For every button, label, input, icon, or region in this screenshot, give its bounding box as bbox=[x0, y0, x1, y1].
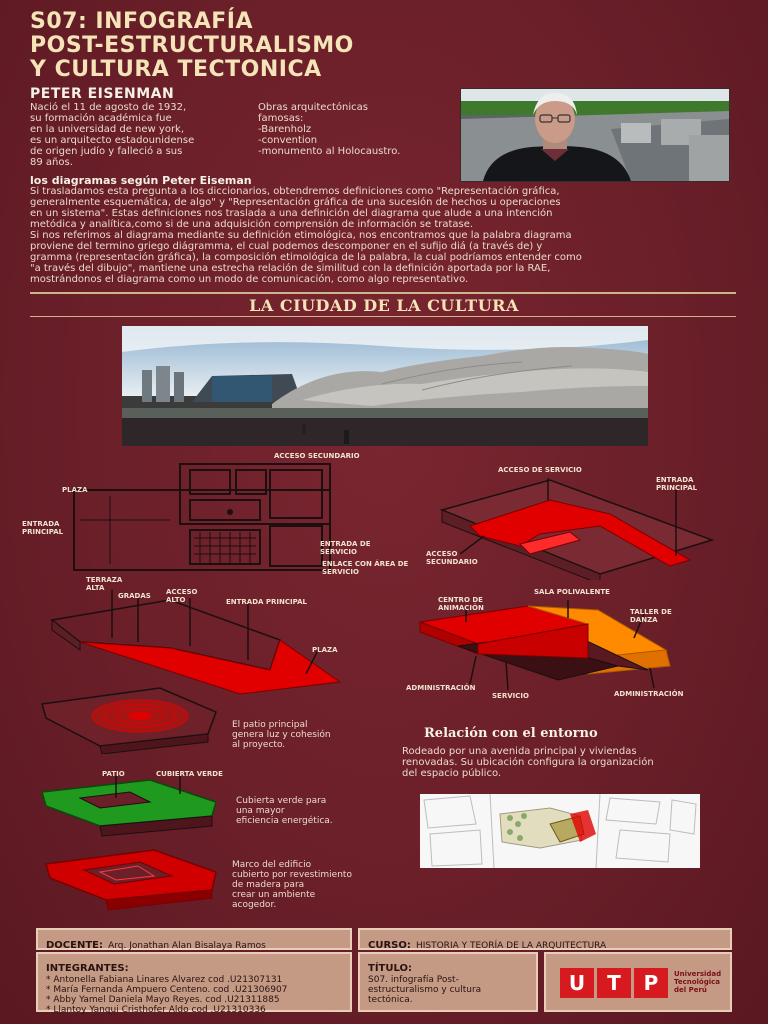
context-text: Rodeado por una avenida principal y viviendas renovadas. Su ubicación configura la organización del espacio público. bbox=[402, 746, 654, 779]
caption-marco: Marco del edificio cubierto por revestimiento de madera para crear un ambiente acogedor. bbox=[232, 860, 352, 910]
titulo-box: TÍTULO: S07. infografía Post- estructuralismo y cultura tectónica. bbox=[358, 952, 538, 1012]
label-sala-polivalente: SALA POLIVALENTE bbox=[534, 588, 610, 596]
diagrams-heading: los diagramas según Peter Eiseman bbox=[30, 174, 252, 187]
label-entrada-principal-2: ENTRADA PRINCIPAL bbox=[656, 476, 698, 492]
label-taller-danza: TALLER DE DANZA bbox=[630, 608, 672, 624]
label-acceso-alto: ACCESO ALTO bbox=[166, 588, 198, 604]
green-roof-diagram bbox=[40, 776, 220, 840]
utp-logo: U T P Universidad Tecnológica del Perú bbox=[544, 952, 732, 1012]
label-acceso-secundario-2: ACCESO SECUNDARIO bbox=[426, 550, 478, 566]
caption-cubierta: Cubierta verde para una mayor eficiencia energética. bbox=[236, 796, 333, 826]
divider-line bbox=[30, 292, 736, 294]
curso-box: CURSO: HISTORIA Y TEORÍA DE LA ARQUITECTURA bbox=[358, 928, 732, 950]
label-administracion-1: ADMINISTRACIÓN bbox=[406, 684, 476, 692]
frame-diagram bbox=[44, 848, 220, 912]
label-centro-animacion: CENTRO DE ANIMACIÓN bbox=[438, 596, 484, 612]
label-entrada-principal: ENTRADA PRINCIPAL bbox=[22, 520, 64, 536]
label-patio: PATIO bbox=[102, 770, 125, 778]
patio-diagram bbox=[40, 684, 220, 754]
label-plaza-2: PLAZA bbox=[312, 646, 338, 654]
diagrams-paragraph: Si trasladamos esta pregunta a los diccionarios, obtendremos definiciones como "Representación gráfica, generalmente esquemática, de algo" y "Representación gráfica de una sucesión de hechos u operaciones en un sistema". Estas definiciones nos traslada a una definición del diagrama que alude a una intención metódica y analítica,como si de una adquisición comprensión de información se tratase. Si nos referimos al diagrama mediante su definición etimológica, nos encontramos que la palabra diagrama proviene del termino griego diágramma, el cual podemos descomponer en el sufijo diá (a través de) y gramma (representación gráfica), la composición etimológica de la palabra, la cual podríamos entender como "a través del dibujo", mantiene una estrecha relación de similitud con la definición aportada por la RAE, mostrándonos el diagrama como un modo de comunicación, como algo representativo. bbox=[30, 186, 582, 285]
label-terraza-alta: TERRAZA ALTA bbox=[86, 576, 123, 592]
caption-patio: El patio principal genera luz y cohesión al proyecto. bbox=[232, 720, 331, 750]
label-enlace-servicio: ENLACE CON ÁREA DE SERVICIO bbox=[322, 560, 409, 576]
divider-line bbox=[30, 316, 736, 317]
site-plan bbox=[420, 794, 700, 868]
label-servicio: SERVICIO bbox=[492, 692, 529, 700]
label-acceso-servicio: ACCESO DE SERVICIO bbox=[498, 466, 582, 474]
portrait-photo bbox=[460, 88, 730, 182]
docente-box: DOCENTE: Arq. Jonathan Alan Bisalaya Ramos bbox=[36, 928, 352, 950]
label-entrada-servicio: ENTRADA DE SERVICIO bbox=[320, 540, 371, 556]
label-cubierta-verde: CUBIERTA VERDE bbox=[156, 770, 223, 778]
page-title: S07: INFOGRAFÍA POST-ESTRUCTURALISMO Y CULTURA TECTONICA bbox=[30, 9, 354, 82]
architect-name: PETER EISENMAN bbox=[30, 86, 175, 102]
integrantes-box: INTEGRANTES: * Antonella Fabiana Linares Alvarez cod .U21307131 * María Fernanda Ampuero Centeno. cod .U21306907 * Abby Yamel Daniela Mayo Reyes. cod .U21311885 * Llantoy Yanqui Cristhofer Aldo cod .U21310336 bbox=[36, 952, 352, 1012]
floor-plan bbox=[70, 460, 340, 580]
building-photo bbox=[122, 326, 648, 446]
label-acceso-secundario: ACCESO SECUNDARIO bbox=[274, 452, 360, 460]
label-entrada-principal-3: ENTRADA PRINCIPAL bbox=[226, 598, 307, 606]
section-title: LA CIUDAD DE LA CULTURA bbox=[249, 296, 519, 315]
credits-footer bbox=[36, 924, 738, 1014]
famous-works-list: Obras arquitectónicas famosas: -Barenholz -convention -monumento al Holocaustro. bbox=[258, 102, 401, 157]
label-plaza: PLAZA bbox=[62, 486, 88, 494]
label-gradas: GRADAS bbox=[118, 592, 151, 600]
biography-text: Nació el 11 de agosto de 1932, su formación académica fue en la universidad de new york, es un arquitecto estadounidense de origen judío y falleció a sus 89 años. bbox=[30, 102, 195, 168]
context-heading: Relación con el entorno bbox=[424, 726, 598, 741]
label-administracion-2: ADMINISTRACIÓN bbox=[614, 690, 684, 698]
